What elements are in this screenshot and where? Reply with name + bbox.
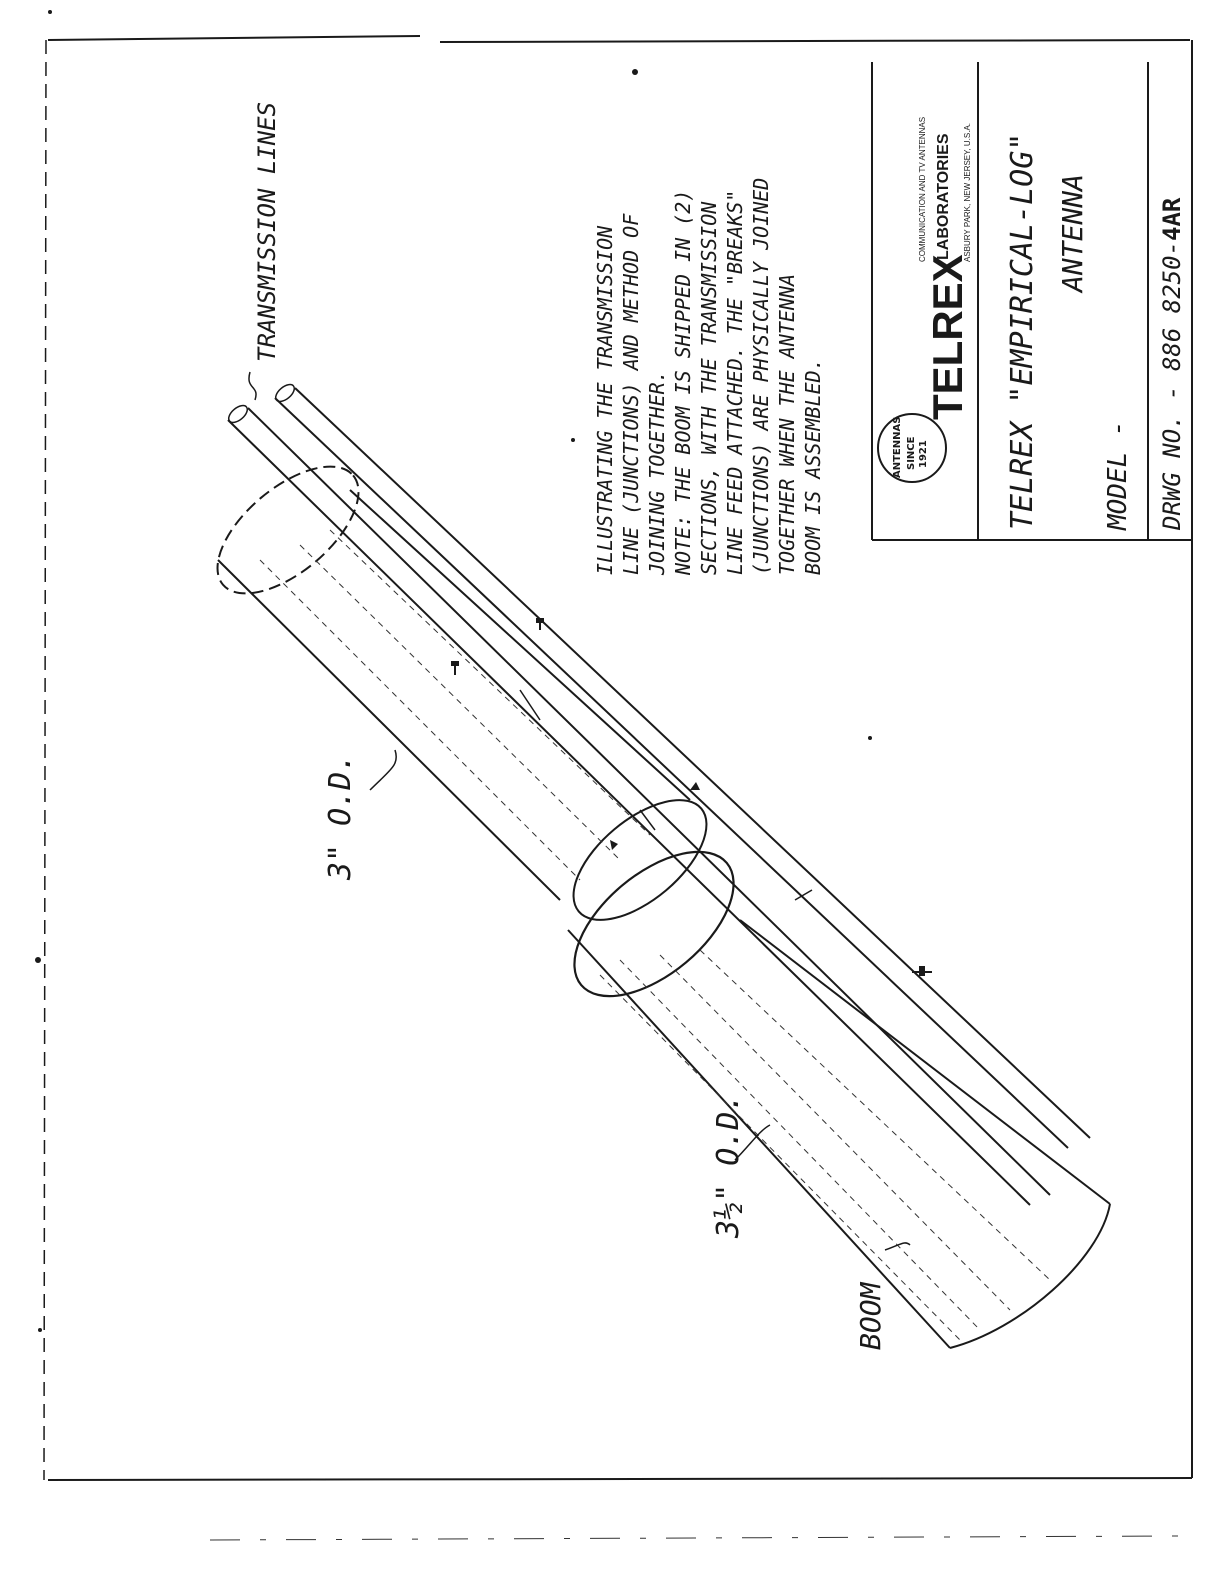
title-line-2: ANTENNA (1056, 173, 1089, 292)
od-3-half-label: 3½" O.D. (711, 1093, 746, 1238)
logo-location: ASBURY PARK, NEW JERSEY, U.S.A. (963, 122, 972, 262)
boom-label: BOOM (854, 1282, 887, 1350)
svg-text:DRWG NO. - 886 8250-4AR (1158, 197, 1186, 531)
notes-line-6: LINE FEED ATTACHED. THE "BREAKS" (723, 189, 747, 575)
notes-line-9: BOOM IS ASSEMBLED. (801, 358, 825, 575)
screw-fasteners (451, 618, 932, 976)
title-block (872, 62, 1192, 1478)
notes-line-4: NOTE: THE BOOM IS SHIPPED IN (2) (671, 189, 695, 575)
notes-line-3: JOINING TOGETHER. (645, 370, 669, 575)
drawing-number-label: DRWG NO. - (1158, 371, 1186, 530)
boom-tube-lower (549, 825, 1110, 1348)
notes-line-5: SECTIONS, WITH THE TRANSMISSION (697, 201, 721, 575)
drawing-number: 886 8250- (1158, 241, 1186, 372)
notes-line-7: (JUNCTIONS) ARE PHYSICALLY JOINED (749, 177, 773, 575)
drawing-suffix: 4AR (1158, 197, 1186, 241)
model-label: MODEL - (1103, 420, 1133, 530)
logo-seal-line1: ANTENNAS (892, 416, 903, 478)
logo-seal-line3: 1921 (918, 440, 929, 468)
notes-block (593, 178, 825, 576)
notes-line-1: ILLUSTRATING THE TRANSMISSION (593, 225, 617, 575)
notes-line-8: TOGETHER WHEN THE ANTENNA (775, 273, 799, 575)
telrex-logo (878, 117, 972, 482)
transmission-line-label: TRANSMISSION LINES (253, 101, 281, 362)
logo-seal-line2: SINCE (906, 436, 917, 470)
logo-tagline: COMMUNICATION AND TV ANTENNAS (918, 116, 927, 262)
od-3-label: 3" O.D. (323, 753, 358, 880)
logo-laboratories: LABORATORIES (935, 133, 952, 260)
title-line-1: TELREX "EMPIRICAL-LOG" (1005, 132, 1040, 530)
notes-line-2: LINE (JUNCTIONS) AND METHOD OF (619, 213, 643, 575)
logo-wordmark: TELREX (924, 254, 971, 420)
